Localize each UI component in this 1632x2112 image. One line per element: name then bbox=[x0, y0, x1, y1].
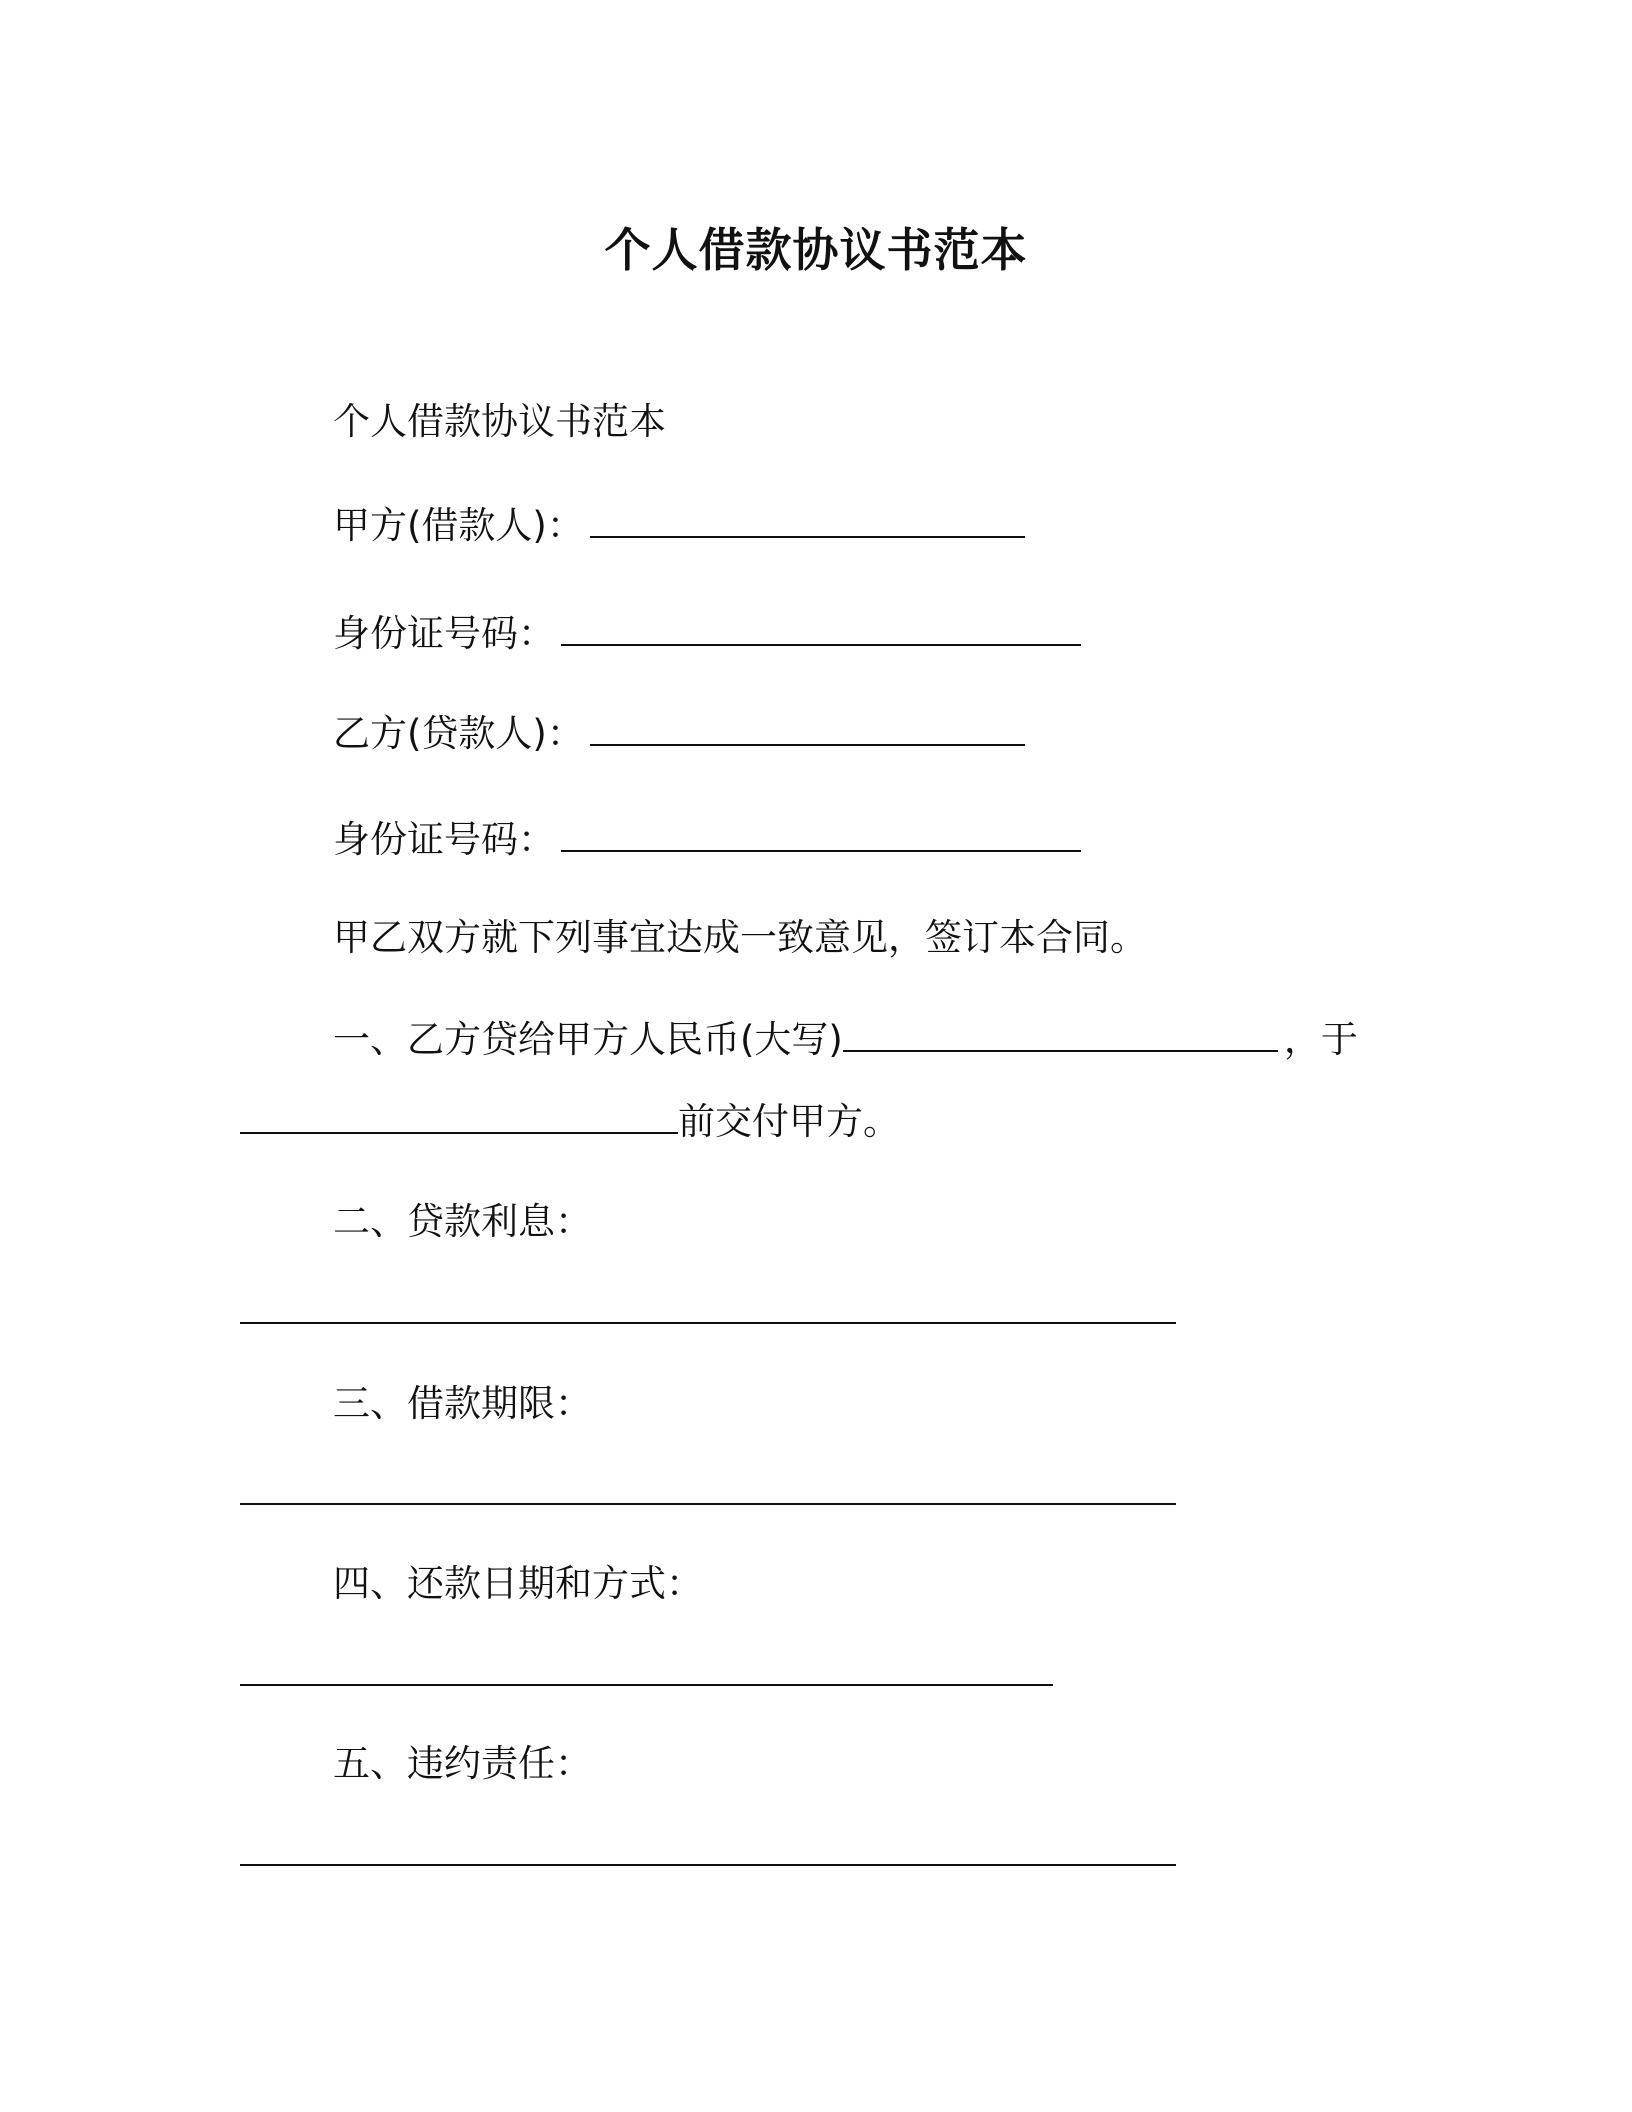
party-b-id-label: 身份证号码： bbox=[333, 818, 555, 861]
party-b-row bbox=[333, 712, 1025, 756]
intro-paragraph: 甲乙双方就下列事宜达成一致意见，签订本合同。 bbox=[333, 916, 1147, 959]
party-a-row bbox=[333, 504, 1025, 548]
clause-5-blank bbox=[240, 1864, 1176, 1866]
clause-1-line-1 bbox=[333, 1018, 1358, 1062]
clause-1-line-2 bbox=[240, 1100, 900, 1144]
party-a-id-blank bbox=[561, 640, 1081, 646]
clause-2-blank bbox=[240, 1322, 1176, 1324]
clause-3-label: 三、借款期限： bbox=[333, 1382, 592, 1425]
clause-1-amount-blank bbox=[843, 1046, 1278, 1052]
clause-1-suffix: 前交付甲方。 bbox=[678, 1100, 900, 1143]
clause-2-label: 二、贷款利息： bbox=[333, 1200, 592, 1243]
party-b-id-row bbox=[333, 818, 1081, 862]
clause-5-label: 五、违约责任： bbox=[333, 1742, 592, 1785]
party-b-blank bbox=[590, 740, 1025, 746]
clause-1-mid: ，于 bbox=[1283, 1018, 1358, 1061]
party-b-id-blank bbox=[561, 846, 1081, 852]
document-subtitle: 个人借款协议书范本 bbox=[333, 400, 666, 443]
clause-1-date-blank bbox=[240, 1128, 678, 1134]
party-a-blank bbox=[590, 532, 1025, 538]
party-a-id-row bbox=[333, 612, 1081, 656]
party-b-label: 乙方(贷款人)： bbox=[333, 712, 584, 755]
party-a-label: 甲方(借款人)： bbox=[333, 504, 584, 547]
document-title: 个人借款协议书范本 bbox=[604, 223, 1028, 277]
clause-4-blank bbox=[240, 1684, 1053, 1686]
clause-3-blank bbox=[240, 1503, 1176, 1505]
party-a-id-label: 身份证号码： bbox=[333, 612, 555, 655]
clause-1-prefix: 一、乙方贷给甲方人民币(大写) bbox=[333, 1018, 843, 1061]
clause-4-label: 四、还款日期和方式： bbox=[333, 1562, 703, 1605]
